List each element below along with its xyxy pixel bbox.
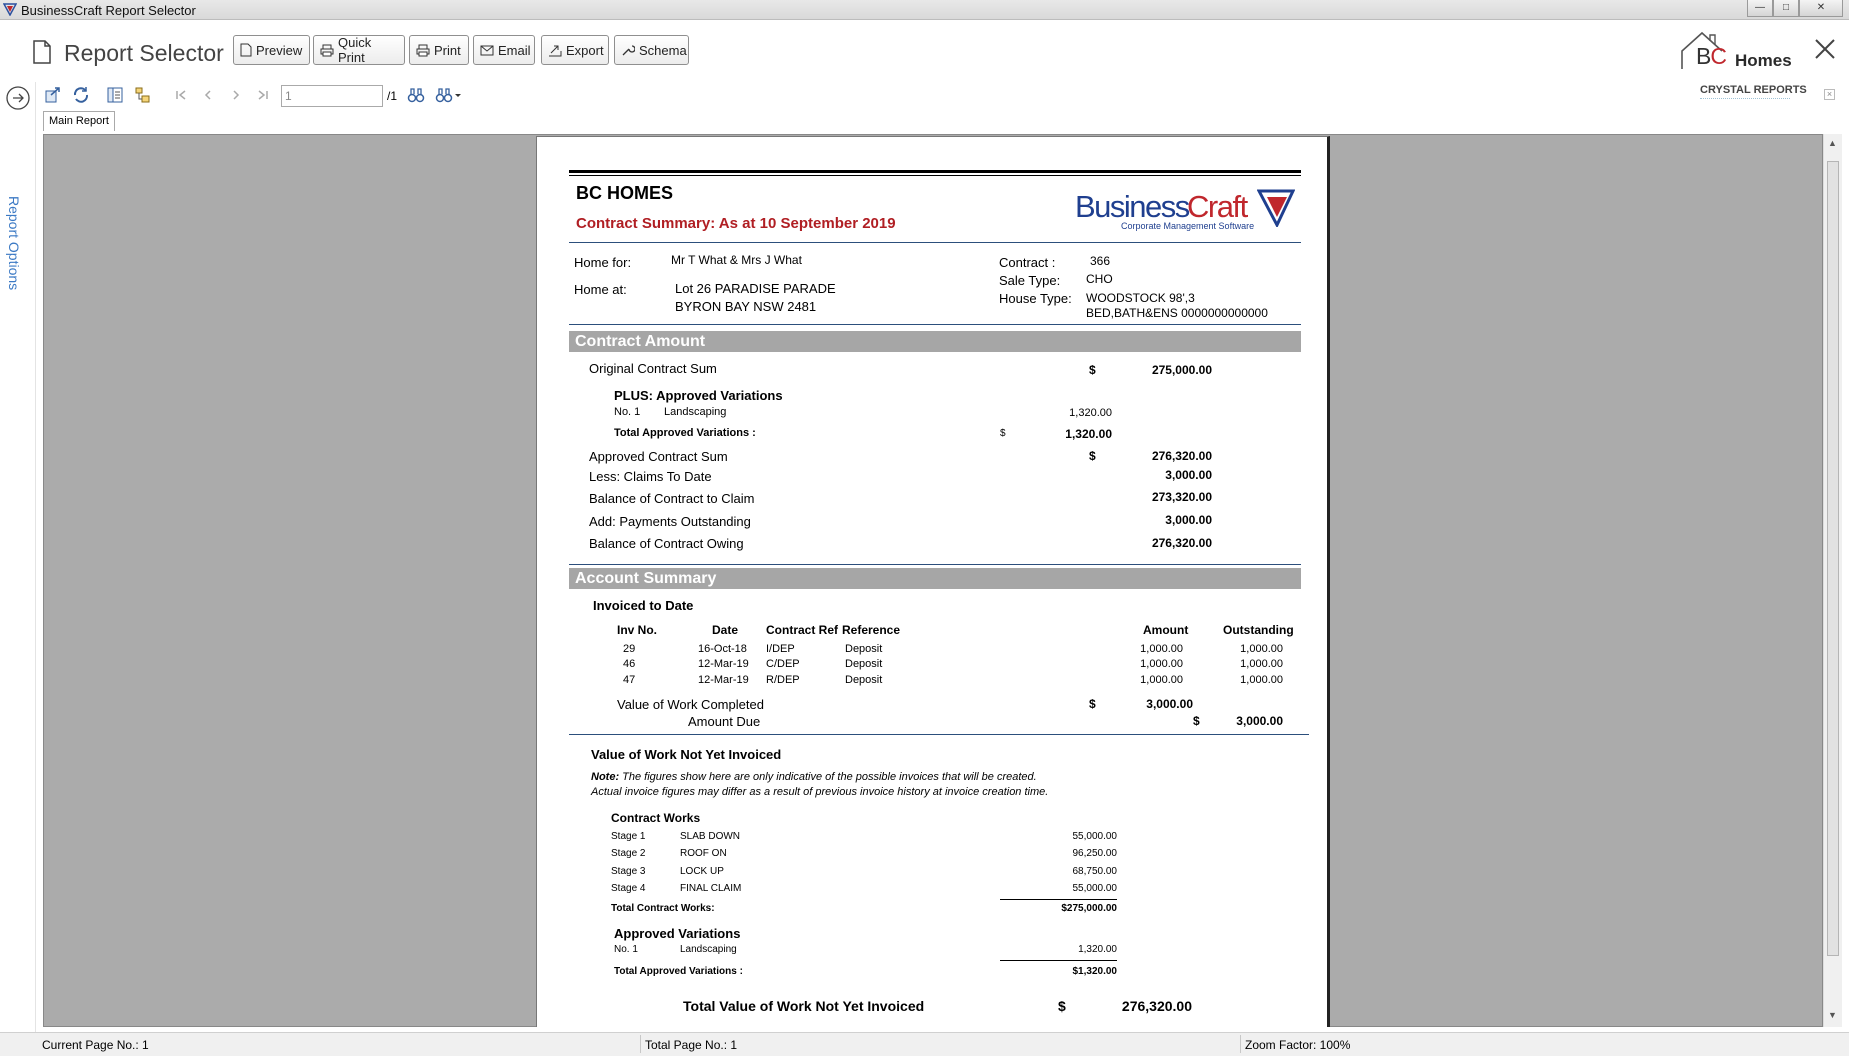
contract-works-label: Contract Works — [611, 811, 701, 825]
quick-print-label: Quick Print — [338, 35, 372, 65]
brand-c: C — [1710, 43, 1726, 69]
invoice-reference: Deposit — [845, 658, 883, 670]
email-label: Email — [498, 42, 531, 58]
close-icon[interactable] — [1812, 36, 1838, 62]
grand-total-label: Total Value of Work Not Yet Invoiced — [683, 998, 925, 1014]
house-type-label: House Type: — [999, 291, 1072, 306]
invoice-ref: R/DEP — [766, 674, 800, 686]
work-completed-value: 3,000.00 — [1146, 697, 1193, 711]
variation-desc: Landscaping — [664, 406, 727, 418]
parameters-icon[interactable] — [134, 86, 152, 104]
approved-contract-currency: $ — [1089, 449, 1096, 463]
total-variations-value: 1,320.00 — [1065, 427, 1112, 441]
next-page-icon[interactable] — [227, 86, 245, 104]
invoice-date: 16-Oct-18 — [698, 643, 747, 655]
note-line2: Actual invoice figures may differ as a result of previous invoice history at invoice creation time. — [591, 786, 1049, 798]
invoice-reference: Deposit — [845, 643, 883, 655]
logo-tagline: Corporate Management Software — [1121, 221, 1255, 231]
contract-value: 366 — [1090, 254, 1111, 268]
logo-craft: Craft — [1187, 189, 1247, 224]
stage-number: Stage 2 — [611, 848, 646, 859]
stage-number: Stage 1 — [611, 831, 646, 842]
title-bar — [0, 0, 1849, 20]
invoice-amount: 1,000.00 — [1140, 674, 1183, 686]
top-rule-thin — [569, 175, 1301, 176]
total-contract-works-value: $275,000.00 — [1061, 903, 1117, 914]
brand-prefix: B — [1696, 43, 1711, 69]
note-label: Note: — [591, 771, 620, 783]
col-amount: Amount — [1143, 623, 1189, 637]
tab-main-report[interactable]: Main Report — [43, 111, 115, 131]
invoice-inv-no: 29 — [623, 643, 636, 655]
approved-contract-value: 276,320.00 — [1151, 449, 1212, 463]
app-icon — [3, 3, 17, 16]
schema-label: Schema — [639, 42, 687, 58]
contract-amount-divider — [569, 564, 1301, 565]
grand-total-currency: $ — [1058, 998, 1066, 1014]
status-bar — [0, 1032, 1849, 1056]
document-icon — [32, 40, 52, 64]
note-text1: The figures show here are only indicative of the possible invoices that will be created. — [619, 771, 1037, 783]
schema-button[interactable] — [614, 35, 689, 65]
work-completed-label: Value of Work Completed — [617, 697, 764, 712]
claims-label: Less: Claims To Date — [589, 469, 712, 484]
amount-due-label: Amount Due — [688, 714, 761, 729]
invoice-amount: 1,000.00 — [1140, 658, 1183, 670]
approved-variation-amount: 1,320.00 — [1078, 944, 1117, 955]
address-line1: Lot 26 PARADISE PARADE — [675, 281, 836, 296]
invoice-reference: Deposit — [845, 674, 883, 686]
contract-owing-label: Balance of Contract Owing — [589, 536, 744, 551]
zoom-icon[interactable] — [435, 86, 463, 104]
account-summary-heading: Account Summary — [569, 568, 1301, 589]
stage-number: Stage 4 — [611, 883, 646, 894]
print-button[interactable] — [409, 35, 469, 65]
house-type-line2: BED,BATH&ENS 0000000000000 — [1086, 306, 1268, 320]
variations-total-rule — [1000, 960, 1117, 961]
status-separator — [1240, 1035, 1241, 1053]
home-at-label: Home at: — [574, 282, 627, 297]
original-contract-value: 275,000.00 — [1151, 363, 1212, 377]
printer-icon — [320, 44, 334, 57]
stage-desc: SLAB DOWN — [680, 831, 741, 842]
details-divider — [569, 324, 1301, 325]
wrench-icon — [621, 43, 635, 57]
stage-amount: 96,250.00 — [1072, 848, 1117, 859]
stage-desc: FINAL CLAIM — [680, 883, 742, 894]
original-contract-label: Original Contract Sum — [589, 361, 717, 376]
contract-amount-heading: Contract Amount — [569, 331, 1301, 352]
report-options-label[interactable]: Report Options — [6, 196, 22, 291]
first-page-icon[interactable] — [172, 86, 190, 104]
approved-contract-label: Approved Contract Sum — [589, 449, 728, 464]
stage-desc: ROOF ON — [680, 848, 727, 859]
balance-claim-label: Balance of Contract to Claim — [589, 491, 755, 506]
status-separator — [640, 1035, 641, 1053]
export-icon — [548, 44, 562, 57]
vertical-scrollbar[interactable] — [1823, 134, 1842, 1027]
export-report-icon[interactable] — [44, 86, 62, 104]
invoice-inv-no: 47 — [623, 674, 636, 686]
bc-homes-logo — [1678, 29, 1798, 71]
print-label: Print — [434, 42, 461, 58]
stage-amount: 55,000.00 — [1072, 831, 1117, 842]
col-inv-no: Inv No. — [617, 623, 658, 637]
stages-total-rule — [1000, 899, 1117, 900]
work-completed-currency: $ — [1089, 697, 1096, 711]
total-pages-status: Total Page No.: 1 — [645, 1038, 738, 1052]
page-number-input[interactable] — [281, 85, 383, 107]
variation-amount: 1,320.00 — [1069, 407, 1112, 419]
businesscraft-swoosh-icon — [1257, 189, 1295, 227]
brand-name — [1696, 43, 1726, 70]
original-contract-currency: $ — [1089, 363, 1096, 377]
printer-icon — [416, 44, 430, 57]
stage-amount: 55,000.00 — [1072, 883, 1117, 894]
address-line2: BYRON BAY NSW 2481 — [675, 299, 817, 314]
businesscraft-logo — [1075, 189, 1295, 231]
logo-business: Business — [1075, 189, 1189, 224]
close-window-button[interactable]: ✕ — [1799, 0, 1843, 17]
export-label: Export — [566, 42, 604, 58]
minimize-button[interactable]: — — [1747, 0, 1773, 17]
crystal-reports-logo: CRYSTAL REPORTS — [1700, 84, 1807, 96]
sale-type-label: Sale Type: — [999, 273, 1061, 288]
account-summary-divider — [569, 734, 1309, 735]
approved-variations-label: Approved Variations — [614, 926, 741, 941]
invoice-date: 12-Mar-19 — [698, 658, 749, 670]
sale-type-value: CHO — [1086, 272, 1113, 286]
page-total: /1 — [387, 89, 398, 103]
payments-outstanding-label: Add: Payments Outstanding — [589, 514, 751, 529]
col-reference: Reference — [842, 623, 901, 637]
house-type-line1: WOODSTOCK 98',3 — [1086, 291, 1195, 305]
not-invoiced-heading: Value of Work Not Yet Invoiced — [591, 747, 782, 762]
total-approved-variations-value: $1,320.00 — [1072, 966, 1117, 977]
approved-variation-no: No. 1 — [614, 944, 638, 955]
invoice-outstanding: 1,000.00 — [1240, 674, 1283, 686]
invoice-date: 12-Mar-19 — [698, 674, 749, 686]
window-title: BusinessCraft Report Selector — [21, 3, 196, 18]
col-contract-ref: Contract Ref — [766, 623, 839, 637]
contract-label: Contract : — [999, 255, 1056, 270]
scroll-thumb[interactable] — [1827, 161, 1839, 956]
invoice-amount: 1,000.00 — [1140, 643, 1183, 655]
stage-desc: LOCK UP — [680, 866, 724, 877]
invoice-ref: I/DEP — [766, 643, 795, 655]
home-for-value: Mr T What & Mrs J What — [671, 253, 802, 267]
invoice-outstanding: 1,000.00 — [1240, 643, 1283, 655]
export-button[interactable] — [541, 35, 609, 65]
col-date: Date — [712, 623, 739, 637]
contract-owing-value: 276,320.00 — [1151, 536, 1212, 550]
amount-due-currency: $ — [1193, 714, 1200, 728]
total-variations-currency: $ — [1000, 428, 1006, 439]
amount-due-value: 3,000.00 — [1236, 714, 1283, 728]
company-name: BC HOMES — [576, 183, 674, 203]
document-icon — [240, 43, 252, 57]
page-title: Report Selector — [64, 40, 224, 66]
approved-variation-desc: Landscaping — [680, 944, 737, 955]
maximize-button[interactable]: □ — [1773, 0, 1799, 17]
grand-total-value: 276,320.00 — [1121, 998, 1192, 1014]
payments-outstanding-value: 3,000.00 — [1165, 513, 1212, 527]
note-line1 — [591, 771, 1037, 783]
variation-no: No. 1 — [614, 406, 641, 418]
previous-page-icon[interactable] — [199, 86, 217, 104]
invoice-outstanding: 1,000.00 — [1240, 658, 1283, 670]
expand-arrow-icon[interactable] — [5, 85, 31, 111]
refresh-icon[interactable] — [72, 86, 90, 104]
last-page-icon[interactable] — [254, 86, 272, 104]
total-approved-variations-label: Total Approved Variations : — [614, 966, 743, 977]
invoice-ref: C/DEP — [766, 658, 800, 670]
brand-homes: Homes — [1735, 51, 1792, 70]
header-divider — [569, 242, 1301, 243]
top-rule — [569, 170, 1301, 173]
stage-number: Stage 3 — [611, 866, 646, 877]
home-for-label: Home for: — [574, 255, 632, 270]
viewer-close-icon[interactable]: × — [1824, 89, 1835, 100]
claims-value: 3,000.00 — [1165, 468, 1212, 482]
total-variations-label: Total Approved Variations : — [614, 427, 756, 439]
current-page-status: Current Page No.: 1 — [42, 1038, 149, 1052]
toggle-group-tree-icon[interactable] — [106, 86, 124, 104]
email-button[interactable] — [473, 35, 535, 65]
binoculars-icon[interactable] — [407, 86, 425, 104]
quick-print-button[interactable] — [313, 35, 405, 65]
report-options-panel[interactable] — [0, 82, 36, 1032]
scroll-up-icon[interactable]: ▲ — [1828, 138, 1837, 148]
balance-claim-value: 273,320.00 — [1151, 490, 1212, 504]
envelope-icon — [480, 45, 494, 56]
report-page — [536, 136, 1330, 1027]
stage-amount: 68,750.00 — [1072, 866, 1117, 877]
col-outstanding: Outstanding — [1223, 623, 1294, 637]
crystal-reports-underline — [1700, 98, 1790, 104]
total-contract-works-label: Total Contract Works: — [611, 903, 715, 914]
preview-label: Preview — [256, 42, 303, 58]
invoiced-to-date-label: Invoiced to Date — [593, 598, 694, 613]
invoice-inv-no: 46 — [623, 658, 636, 670]
scroll-down-icon[interactable]: ▼ — [1828, 1010, 1837, 1020]
zoom-status: Zoom Factor: 100% — [1245, 1038, 1351, 1052]
preview-button[interactable] — [233, 35, 310, 65]
report-subtitle: Contract Summary: As at 10 September 2019 — [576, 215, 896, 232]
plus-variations-label: PLUS: Approved Variations — [614, 388, 783, 403]
